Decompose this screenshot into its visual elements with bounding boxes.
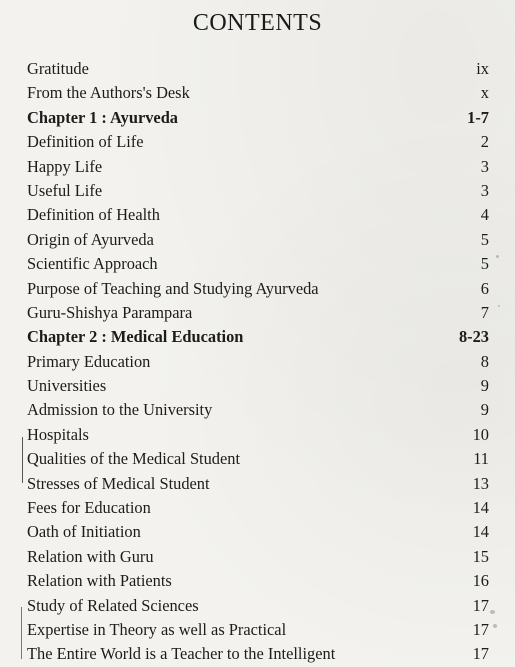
entry-label: Primary Education	[27, 351, 151, 371]
entry-page-number: 16	[472, 571, 489, 591]
toc-entry	[27, 228, 489, 252]
chapter-label: Chapter 1 : Ayurveda	[27, 107, 179, 127]
contents-title: CONTENTS	[192, 10, 323, 36]
toc-entry	[27, 252, 489, 276]
chapter-label: Chapter 2 : Medical Education	[27, 327, 244, 347]
chapter-page-range: 8-23	[458, 327, 489, 347]
entry-page-number: 13	[472, 473, 489, 493]
toc-entry	[27, 520, 489, 544]
scan-speck	[498, 305, 500, 307]
entry-page-number: 8	[480, 351, 489, 371]
entry-label: Qualities of the Medical Student	[27, 449, 241, 469]
entry-page-number: 14	[472, 522, 489, 542]
entry-label: Purpose of Teaching and Studying Ayurveda	[27, 278, 319, 298]
toc-entry	[27, 642, 489, 666]
entry-label: Admission to the University	[27, 400, 213, 420]
toc-entry	[27, 203, 489, 227]
scan-speck	[490, 610, 495, 614]
entry-label: Oath of Initiation	[27, 522, 141, 542]
entry-page-number: ix	[476, 59, 489, 78]
margin-pencil-mark	[22, 437, 23, 483]
toc-entry	[27, 618, 489, 642]
entry-page-number: 3	[480, 180, 489, 200]
toc-entry	[27, 301, 489, 325]
entry-label: Origin of Ayurveda	[27, 229, 154, 249]
entry-label: Study of Related Sciences	[27, 595, 199, 615]
table-of-contents	[27, 57, 489, 667]
entry-label: Scientific Approach	[27, 254, 158, 274]
entry-page-number: 15	[472, 546, 489, 566]
toc-entry	[27, 81, 489, 105]
entry-label: From the Authors's Desk	[27, 83, 190, 103]
toc-entry	[27, 423, 489, 447]
toc-entry	[27, 398, 489, 422]
chapter-page-range: 1-7	[467, 107, 489, 127]
toc-entry	[27, 277, 489, 301]
entry-page-number: 5	[480, 254, 489, 274]
entry-page-number: 17	[472, 644, 489, 664]
entry-page-number: 11	[473, 449, 489, 469]
entry-label: Fees for Education	[27, 498, 151, 518]
entry-page-number: 6	[480, 278, 489, 298]
entry-label: Definition of Health	[27, 205, 160, 225]
entry-label: Universities	[27, 376, 107, 396]
entry-page-number: 4	[480, 205, 489, 225]
toc-entry	[27, 179, 489, 203]
entry-page-number: 5	[480, 229, 489, 249]
entry-label: Stresses of Medical Student	[27, 473, 210, 493]
toc-entry	[27, 472, 489, 496]
toc-entry	[27, 57, 489, 81]
entry-page-number: 17	[472, 619, 489, 639]
entry-page-number: 10	[472, 424, 489, 444]
toc-entry	[27, 447, 489, 471]
entry-label: Expertise in Theory as well as Practical	[27, 619, 287, 639]
entry-page-number: 14	[472, 498, 489, 518]
entry-label: Gratitude	[27, 59, 89, 78]
entry-label: Hospitals	[27, 424, 89, 444]
scan-speck	[493, 624, 497, 628]
entry-label: Definition of Life	[27, 132, 144, 152]
entry-page-number: 17	[472, 595, 489, 615]
toc-entry	[27, 155, 489, 179]
toc-entry	[27, 545, 489, 569]
toc-entry	[27, 130, 489, 154]
toc-entry	[27, 496, 489, 520]
entry-label: Useful Life	[27, 180, 103, 200]
entry-label: Relation with Guru	[27, 546, 154, 566]
toc-entry	[27, 569, 489, 593]
margin-pencil-mark	[21, 607, 22, 659]
entry-label: The Entire World is a Teacher to the Intelligent	[27, 644, 336, 664]
entry-page-number: 9	[480, 376, 489, 396]
toc-entry	[27, 350, 489, 374]
entry-page-number: 2	[480, 132, 489, 152]
entry-page-number: x	[480, 83, 489, 103]
entry-label: Guru-Shishya Parampara	[27, 302, 193, 322]
entry-page-number: 9	[480, 400, 489, 420]
entry-page-number: 3	[480, 156, 489, 176]
entry-page-number: 7	[480, 302, 489, 322]
scan-speck	[496, 255, 499, 258]
toc-chapter-heading	[27, 106, 489, 130]
toc-entry	[27, 374, 489, 398]
toc-chapter-heading	[27, 325, 489, 349]
toc-entry	[27, 594, 489, 618]
entry-label: Relation with Patients	[27, 571, 172, 591]
entry-label: Happy Life	[27, 156, 103, 176]
